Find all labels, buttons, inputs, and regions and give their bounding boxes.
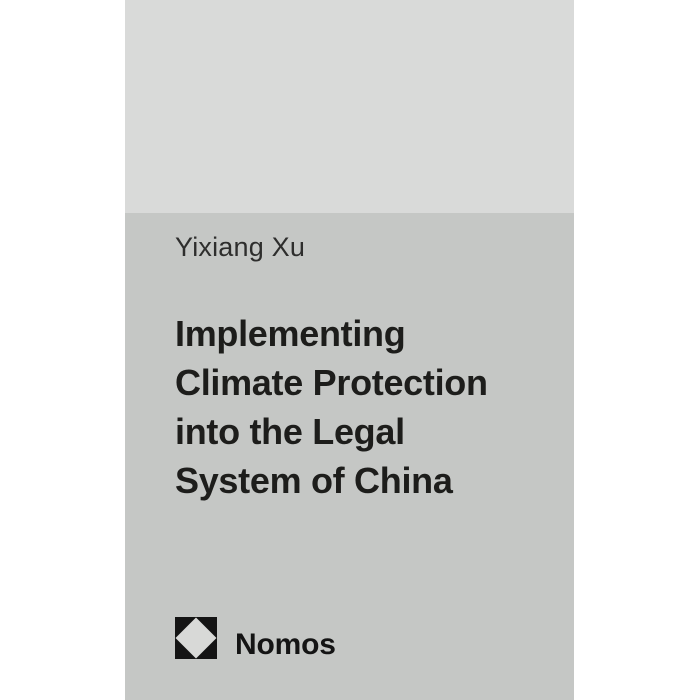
diamond-shape xyxy=(175,617,216,658)
nomos-diamond-icon xyxy=(175,617,217,659)
book-title xyxy=(175,309,488,505)
publisher-name: Nomos xyxy=(235,628,336,661)
book-cover xyxy=(125,0,574,700)
author-name: Yixiang Xu xyxy=(175,232,306,262)
title-line: into the Legal xyxy=(175,411,405,452)
title-line: Climate Protection xyxy=(175,362,488,403)
title-line: System of China xyxy=(175,460,453,501)
cover-top-band xyxy=(125,0,574,213)
title-line: Implementing xyxy=(175,313,406,354)
